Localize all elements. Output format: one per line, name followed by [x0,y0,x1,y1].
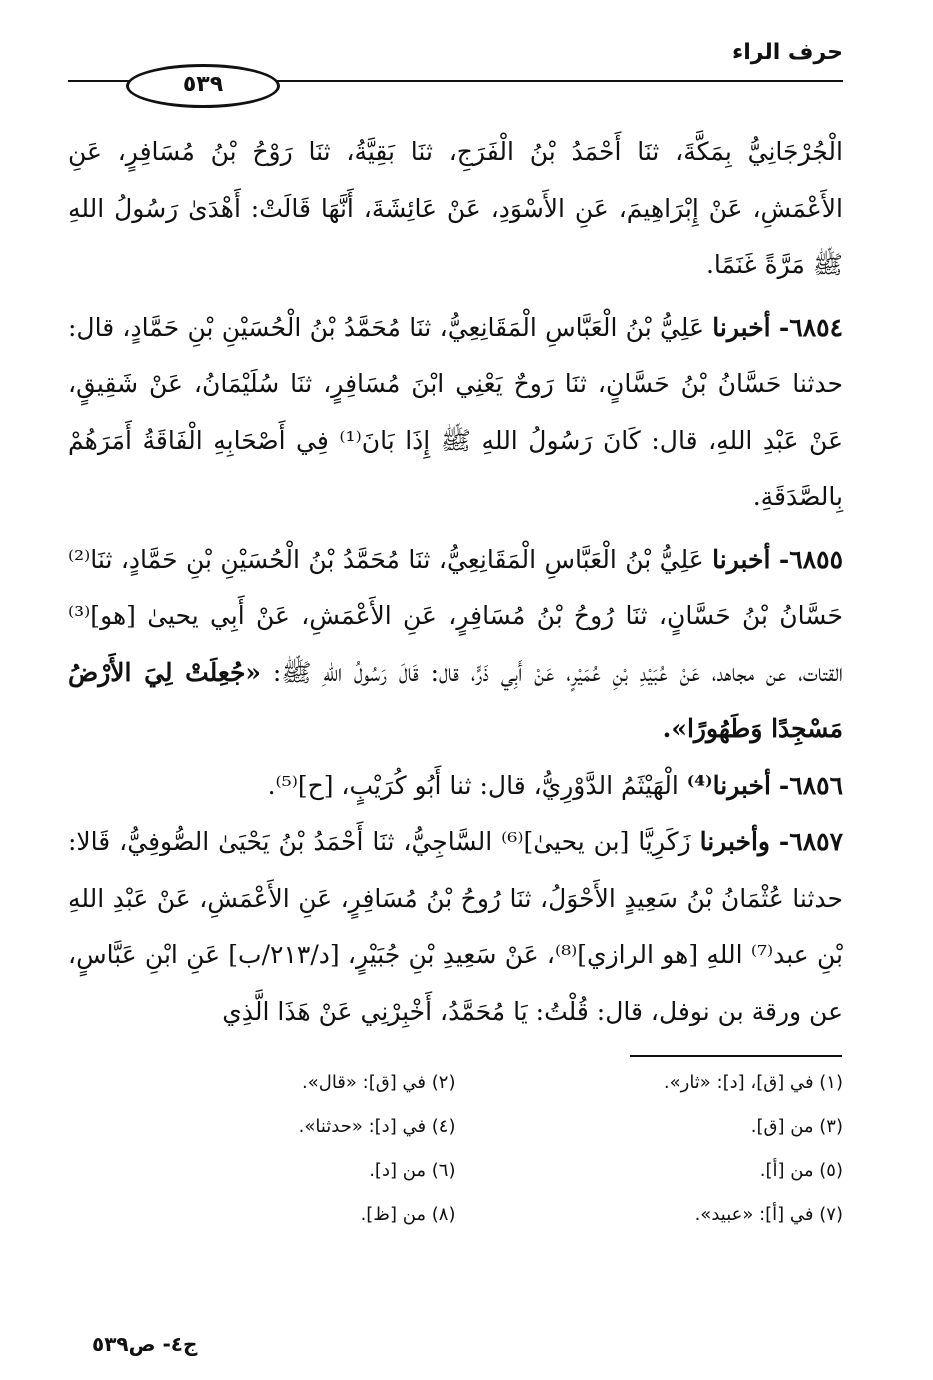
footnote-row [68,1072,843,1116]
paragraph-text: زَكَرِيَّا [بن يحيىٰ]⁽⁶⁾ السَّاجِيُّ، ثنَا أَحْمَدُ بْنُ يَحْيَىٰ الصُّوفِيُّ، قَالا: حدثنا عُثْمَانُ بْنُ سَعِيدٍ الأَحْوَلُ، ثنَا رُوحُ بْنُ مُسَافِرٍ، عَنِ الأَعْمَشِ، عَنْ عَبْدِ اللهِ بْنِ عبد⁽⁷⁾ اللهِ [هو الرازي]⁽⁸⁾، عَنْ سَعِيدِ بْنِ جُبَيْرٍ، [د/٢١٣/ب] عَنِ ابْنِ عَبَّاسٍ، عن ورقة بن نوفل، قال: قُلْتُ: يَا مُحَمَّدُ، أَخْبِرْنِي عَنْ هَذَا الَّذِي [68,827,843,1026]
narration-lead: وأخبرنا [699,827,770,856]
chapter-title: حرف الراء [731,40,843,65]
hadith-6854 [68,300,843,526]
volume-page-footer: ج٤- ص٥٣٩ [92,1332,198,1356]
footnotes [68,1072,843,1248]
paragraph-text: الْهَيْثَمُ الدَّوْرِيُّ، قال: ثنا أَبُو كُرَيْبٍ، [ح]⁽⁵⁾. [267,770,679,800]
footnote-6: (٦) من [د]. [369,1160,456,1181]
narration-lead: أخبرنا [712,312,771,342]
footnote-8: (٨) من [ظ]. [360,1204,456,1225]
hadith-6857 [68,814,843,1040]
page-number-badge: ٥٣٩ [126,64,280,108]
footnote-3: (٣) من [ق]. [750,1116,843,1137]
footnote-row [68,1160,843,1204]
hadith-number: ٦٨٥٥- [778,544,844,574]
footnote-row [68,1204,843,1248]
hadith-number: ٦٨٥٧- [778,827,844,856]
hadith-6855 [68,532,843,758]
paragraph-text: عَلِيُّ بْنُ الْعَبَّاسِ الْمَقَانِعِيُّ، ثنَا مُحَمَّدُ بْنُ الْحُسَيْنِ بْنِ حَمَّادٍ، ثنَا⁽²⁾ حَسَّانُ بْنُ حَسَّانٍ، ثنَا رُوحُ بْنُ مُسَافِرٍ، عَنِ الأَعْمَشِ، عَنْ أَبِي يحيىٰ [هو]⁽³⁾ القتات، عن مجاهد، عَنْ عُبَيْدِ بْنِ عُمَيْرٍ، عَنْ أَبِي ذَرٍّ، قال: قَالَ رَسُولُ اللهِ ﷺ: [68,544,843,687]
main-text [68,124,843,1040]
hadith-number: ٦٨٥٤- [778,312,843,342]
footnote-2: (٢) في [ق]: «قال». [302,1072,456,1093]
hadith-6856 [68,758,843,815]
paragraph-text: الْجُرْجَانِيُّ بِمَكَّةَ، ثنَا أَحْمَدُ بْنُ الْفَرَجِ، ثنَا بَقِيَّةُ، ثنَا رَوْحُ بْنُ مُسَافِرٍ، عَنِ الأَعْمَشِ، عَنْ إِبْرَاهِيمَ، عَنِ الأَسْوَدِ، عَنْ عَائِشَةَ، أَنَّهَا قَالَتْ: أَهْدَىٰ رَسُولُ اللهِ ﷺ مَرَّةً غَنَمًا. [68,137,843,279]
narration-lead: أخبرنا [712,544,771,574]
footnote-1: (١) في [ق]، [د]: «ثار». [663,1072,843,1093]
paragraph-continuation [68,124,843,294]
footnote-4: (٤) في [د]: «حدثنا». [298,1116,456,1137]
footnote-row [68,1116,843,1160]
narration-lead: أخبرنا⁽⁴⁾ [686,770,771,800]
page-header [68,36,843,97]
paragraph-text: عَلِيُّ بْنُ الْعَبَّاسِ الْمَقَانِعِيُّ، ثنَا مُحَمَّدُ بْنُ الْحُسَيْنِ بْنِ حَمَّادٍ، قال: حدثنا حَسَّانُ بْنُ حَسَّانٍ، ثنَا رَوحٌ يَعْنِي ابْنَ مُسَافِرٍ، ثنَا سُلَيْمَانُ، عَنْ شَقِيقٍ، عَنْ عَبْدِ اللهِ، قال: كَانَ رَسُولُ اللهِ ﷺ إِذَا بَانَ⁽¹⁾ فِي أَصْحَابِهِ الْفَاقَةُ أَمَرَهُمْ بِالصَّدَقَةِ. [68,312,844,511]
footnote-rule [630,1055,842,1057]
hadith-number: ٦٨٥٦- [778,770,843,800]
footnote-7: (٧) في [أ]: «عبيد». [694,1204,843,1225]
hadith-text: «جُعِلَتْ لِيَ الأَرْضُ مَسْجِدًا وَطَهُورًا». [68,657,843,743]
footnote-5: (٥) من [أ]. [759,1160,843,1181]
